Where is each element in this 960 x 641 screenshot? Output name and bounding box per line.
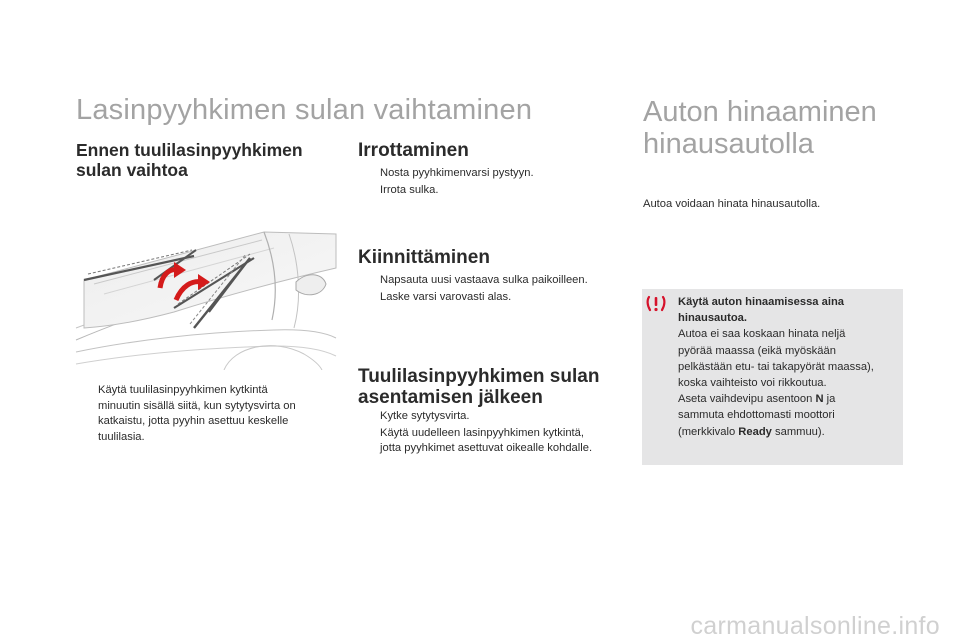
remove-bullet-text: Nosta pyyhkimenvarsi pystyyn. — [380, 167, 534, 179]
towing-intro: Autoa voidaan hinata hinausautolla. — [643, 198, 821, 210]
towing-title — [643, 96, 903, 160]
ready-post: sammuu). — [771, 425, 825, 438]
after-bullet-item — [358, 426, 638, 457]
warning-text — [678, 294, 900, 440]
warning-bold-line: Käytä auton hinaamisessa aina — [678, 296, 845, 308]
before-bullet-line: Käytä tuulilasinpyyhkimen kytkintä — [98, 384, 268, 396]
warning-line: Autoa ei saa koskaan hinata neljä — [678, 328, 846, 341]
remove-bullet-list — [358, 166, 628, 199]
attach-bullet-text: Laske varsi varovasti alas. — [380, 290, 512, 303]
attach-bullet-list — [358, 273, 628, 306]
before-heading-line1: Ennen tuulilasinpyyhkimen — [76, 140, 303, 160]
warning-line: sammuta ehdottomasti moottori — [678, 409, 835, 422]
warning-ready-line — [678, 424, 900, 440]
attach-heading: Kiinnittäminen — [358, 247, 490, 268]
gear-pre: Aseta vaihdevipu asentoon — [678, 393, 816, 406]
after-heading — [358, 366, 638, 408]
ready-value: Ready — [738, 425, 772, 438]
page-title: Lasinpyyhkimen sulan vaihtaminen — [76, 94, 533, 126]
warning-line: koska vaihteisto voi rikkoutua. — [678, 377, 827, 390]
gear-value: N — [815, 393, 824, 406]
before-bullet-item — [76, 383, 346, 445]
gear-post: ja — [823, 393, 836, 406]
after-bullet-line: jotta pyyhkimet asettuvat oikealle kohdalle. — [380, 442, 593, 454]
warning-gear-line — [678, 391, 900, 407]
towing-title-line1: Auton hinaaminen — [643, 96, 877, 128]
warning-line: pyörää maassa (eikä myöskään — [678, 344, 836, 357]
before-bullet-line: minuutin sisällä siitä, kun sytytysvirta on — [98, 399, 296, 412]
before-bullet-line: tuulilasia. — [98, 430, 145, 443]
after-heading-line1: Tuulilasinpyyhkimen sulan — [358, 366, 600, 387]
wiper-illustration — [74, 228, 340, 370]
remove-bullet-text: Irrota sulka. — [380, 183, 439, 196]
attach-bullet-item — [358, 273, 628, 289]
after-bullet-list — [358, 409, 638, 458]
attach-bullet-item — [358, 290, 628, 306]
after-bullet-text: Kytke sytytysvirta. — [380, 410, 470, 422]
remove-heading: Irrottaminen — [358, 140, 469, 161]
after-bullet-line: Käytä uudelleen lasinpyyhkimen kytkintä, — [380, 426, 584, 439]
warning-bold-line: hinausautoa. — [678, 312, 747, 325]
towing-title-line2: hinausautolla — [643, 128, 814, 160]
before-bullet-list — [76, 383, 346, 446]
before-replacement-heading — [76, 140, 346, 180]
warning-line: pelkästään etu- tai takapyörät maassa), — [678, 360, 874, 373]
attach-bullet-text: Napsauta uusi vastaava sulka paikoilleen. — [380, 274, 588, 286]
after-heading-line2: asentamisen jälkeen — [358, 387, 543, 408]
before-heading-line2: sulan vaihtoa — [76, 160, 188, 180]
warning-icon — [646, 294, 666, 314]
watermark: carmanualsonline.info — [690, 612, 940, 640]
after-bullet-item — [358, 409, 638, 425]
remove-bullet-item — [358, 166, 628, 182]
before-bullet-line: katkaistu, jotta pyyhin asettuu keskelle — [98, 415, 289, 427]
ready-pre: (merkkivalo — [678, 425, 739, 438]
remove-bullet-item — [358, 183, 628, 199]
